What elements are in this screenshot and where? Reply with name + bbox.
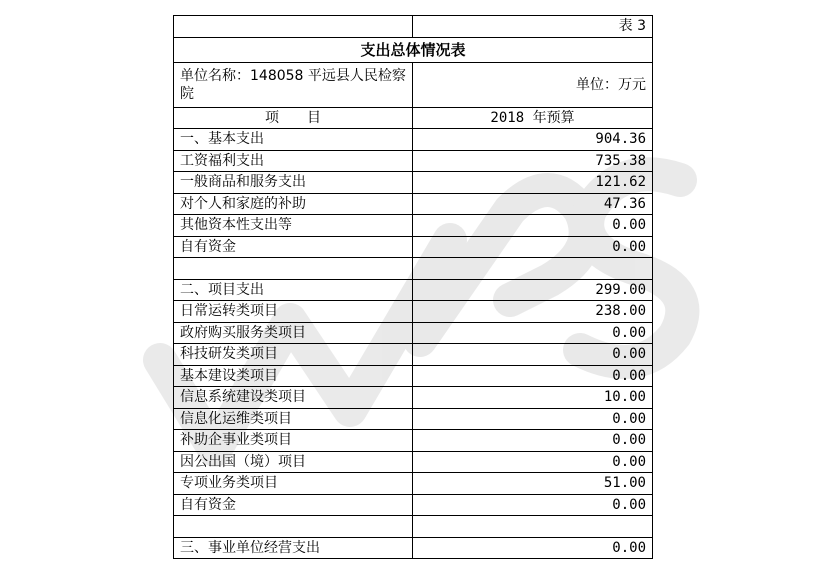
- table-row: [174, 150, 653, 172]
- row-label: [174, 516, 413, 538]
- row-value: [413, 516, 653, 538]
- table-row: [174, 365, 653, 387]
- row-value: 0.00: [413, 537, 653, 559]
- header-row: [174, 107, 653, 129]
- table-row: [174, 473, 653, 495]
- row-value: 10.00: [413, 387, 653, 409]
- unit-name: 单位名称：148058 平远县人民检察院: [174, 62, 413, 107]
- unit-row: [174, 62, 653, 107]
- row-label: 基本建设类项目: [174, 365, 413, 387]
- row-label: 三、事业单位经营支出: [174, 537, 413, 559]
- header-item: 项 目: [174, 107, 413, 129]
- header-budget: 2018 年预算: [413, 107, 653, 129]
- row-value: 904.36: [413, 129, 653, 151]
- row-value: 735.38: [413, 150, 653, 172]
- row-value: 238.00: [413, 301, 653, 323]
- expenditure-summary-table: [173, 15, 653, 559]
- row-label: 信息化运维类项目: [174, 408, 413, 430]
- row-label: 一般商品和服务支出: [174, 172, 413, 194]
- row-label: 政府购买服务类项目: [174, 322, 413, 344]
- row-label: 科技研发类项目: [174, 344, 413, 366]
- row-label: 日常运转类项目: [174, 301, 413, 323]
- row-value: 47.36: [413, 193, 653, 215]
- table-row: [174, 344, 653, 366]
- row-label: 专项业务类项目: [174, 473, 413, 495]
- table-number: 表 3: [413, 16, 653, 38]
- table-title: 支出总体情况表: [174, 37, 653, 62]
- row-label: 信息系统建设类项目: [174, 387, 413, 409]
- title-row: [174, 37, 653, 62]
- table-row: [174, 408, 653, 430]
- table-row: [174, 193, 653, 215]
- table-row: [174, 258, 653, 280]
- row-label: 其他资本性支出等: [174, 215, 413, 237]
- row-value: 299.00: [413, 279, 653, 301]
- table-row: [174, 301, 653, 323]
- row-value: 0.00: [413, 236, 653, 258]
- table-row: [174, 516, 653, 538]
- blank-cell: [174, 16, 413, 38]
- row-value: 0.00: [413, 215, 653, 237]
- table-row: [174, 451, 653, 473]
- row-value: 51.00: [413, 473, 653, 495]
- table-row: [174, 129, 653, 151]
- row-label: [174, 258, 413, 280]
- table-row: [174, 387, 653, 409]
- row-value: 0.00: [413, 494, 653, 516]
- row-value: 0.00: [413, 322, 653, 344]
- table-row: [174, 322, 653, 344]
- row-value: [413, 258, 653, 280]
- row-label: 对个人和家庭的补助: [174, 193, 413, 215]
- row-value: 0.00: [413, 365, 653, 387]
- row-label: 一、基本支出: [174, 129, 413, 151]
- row-label: 自有资金: [174, 494, 413, 516]
- row-label: 自有资金: [174, 236, 413, 258]
- table-row: [174, 430, 653, 452]
- row-label: 补助企事业类项目: [174, 430, 413, 452]
- row-label: 因公出国（境）项目: [174, 451, 413, 473]
- row-value: 0.00: [413, 344, 653, 366]
- row-value: 0.00: [413, 451, 653, 473]
- table-number-row: [174, 16, 653, 38]
- table-row: [174, 279, 653, 301]
- unit-measure: 单位：万元: [413, 62, 653, 107]
- table-row: [174, 537, 653, 559]
- row-label: 工资福利支出: [174, 150, 413, 172]
- row-value: 0.00: [413, 408, 653, 430]
- row-value: 121.62: [413, 172, 653, 194]
- row-label: 二、项目支出: [174, 279, 413, 301]
- table-row: [174, 215, 653, 237]
- table-row: [174, 494, 653, 516]
- row-value: 0.00: [413, 430, 653, 452]
- table-row: [174, 172, 653, 194]
- table-row: [174, 236, 653, 258]
